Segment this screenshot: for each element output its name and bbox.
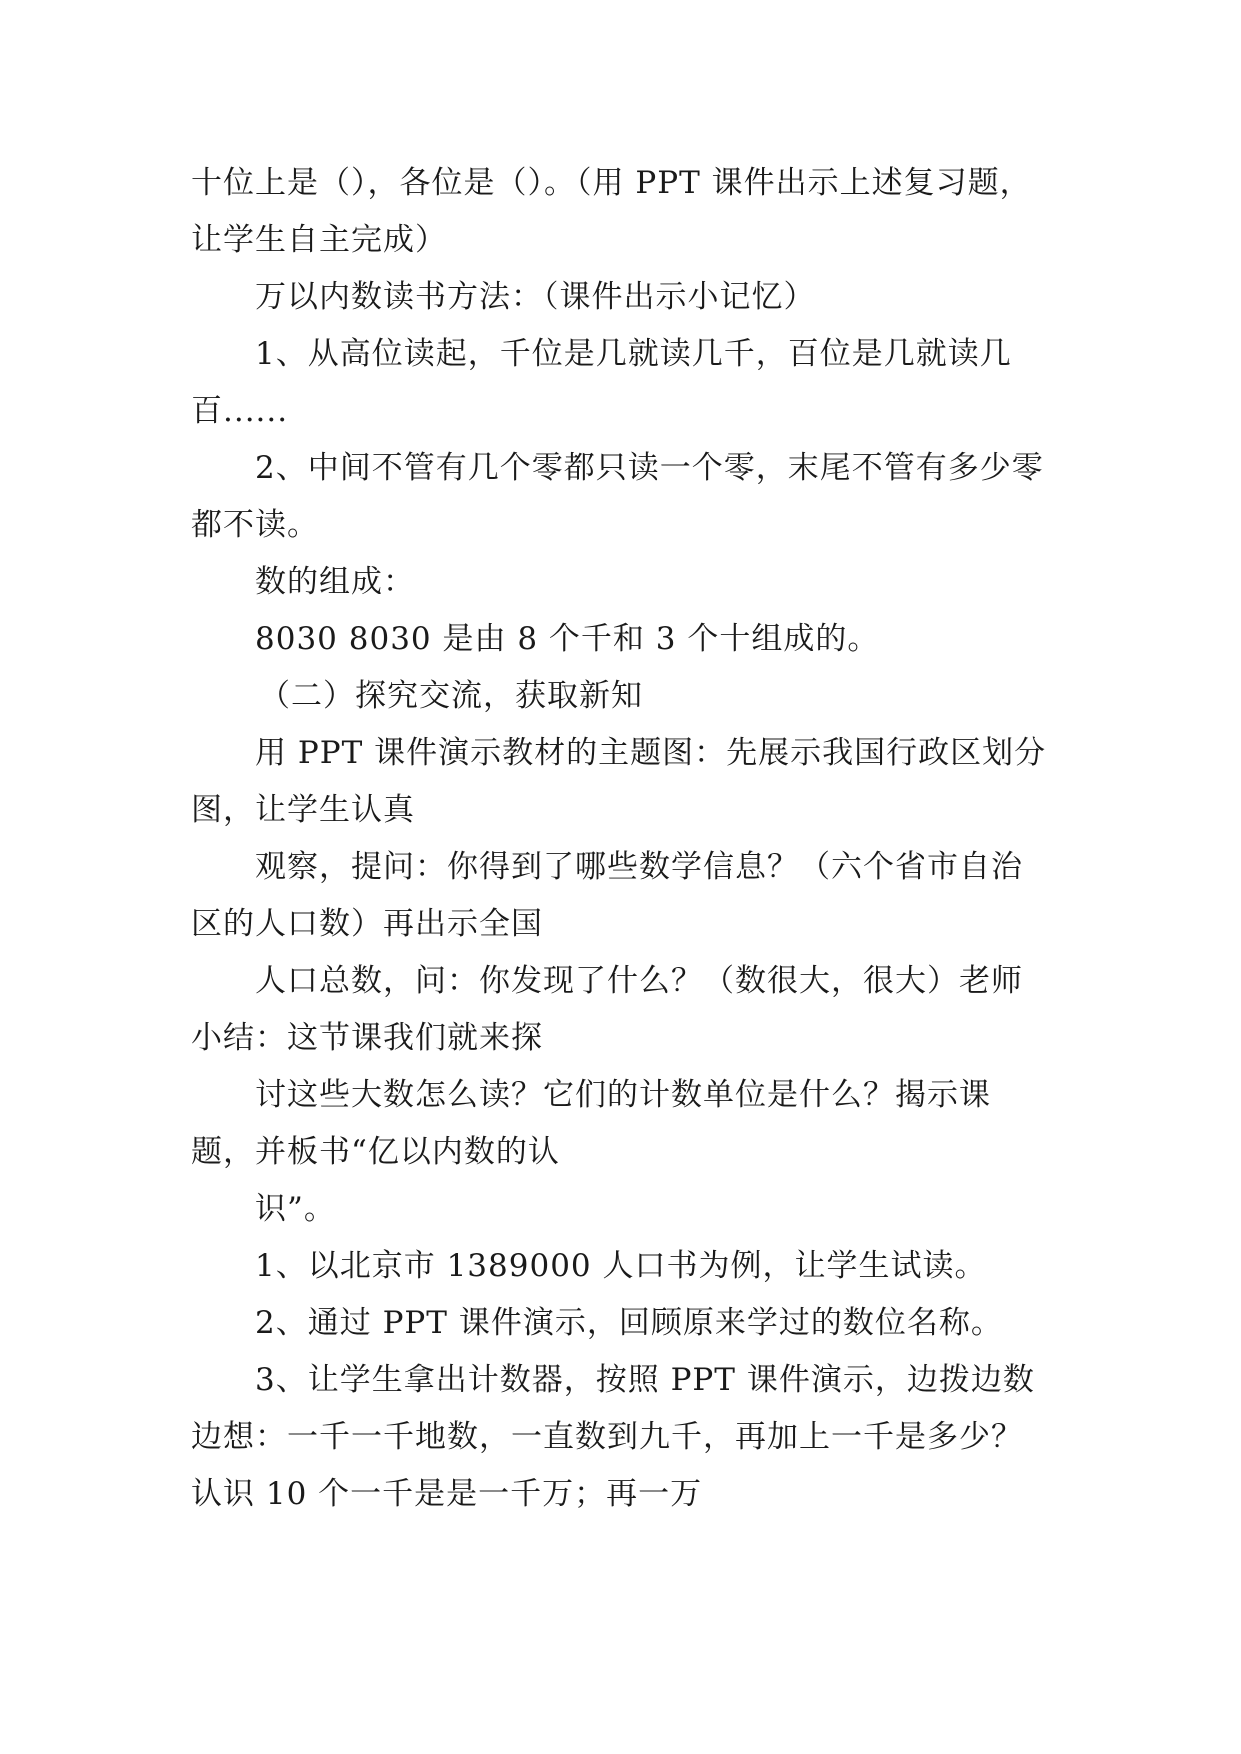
paragraph: 观察，提问：你得到了哪些数学信息？（六个省市自治区的人口数）再出示全国: [191, 849, 1023, 942]
paragraph: 2、中间不管有几个零都只读一个零，末尾不管有多少零都不读。: [191, 450, 1044, 543]
paragraph: 讨这些大数怎么读？它们的计数单位是什么？揭示课题，并板书“亿以内数的认: [191, 1077, 991, 1170]
paragraph: 用 PPT 课件演示教材的主题图：先展示我国行政区划分图，让学生认真: [191, 735, 1047, 828]
paragraph: 1、从高位读起，千位是几就读几千，百位是几就读几百......: [191, 336, 1012, 429]
paragraph: 数的组成：: [255, 564, 415, 600]
paragraph: 万以内数读书方法：（课件出示小记忆）: [255, 279, 816, 315]
paragraph: 人口总数，问：你发现了什么？（数很大，很大）老师小结：这节课我们就来探: [191, 963, 1023, 1056]
paragraph: 2、通过 PPT 课件演示，回顾原来学过的数位名称。: [255, 1305, 1003, 1341]
document-body: [191, 155, 1051, 1523]
paragraph: 8030 8030 是由 8 个千和 3 个十组成的。: [255, 621, 880, 657]
paragraph: 1、以北京市 1389000 人口书为例，让学生试读。: [255, 1248, 987, 1284]
paragraph: 识”。: [255, 1191, 336, 1227]
paragraph: 十位上是（），各位是（）。（用 PPT 课件出示上述复习题，让学生自主完成）: [191, 165, 1032, 258]
paragraph: 3、让学生拿出计数器，按照 PPT 课件演示，边拨边数边想：一千一千地数，一直数到九千，再加上一千是多少？认识 10 个一千是是一千万；再一万: [191, 1362, 1035, 1512]
section-heading: （二）探究交流，获取新知: [259, 678, 643, 714]
